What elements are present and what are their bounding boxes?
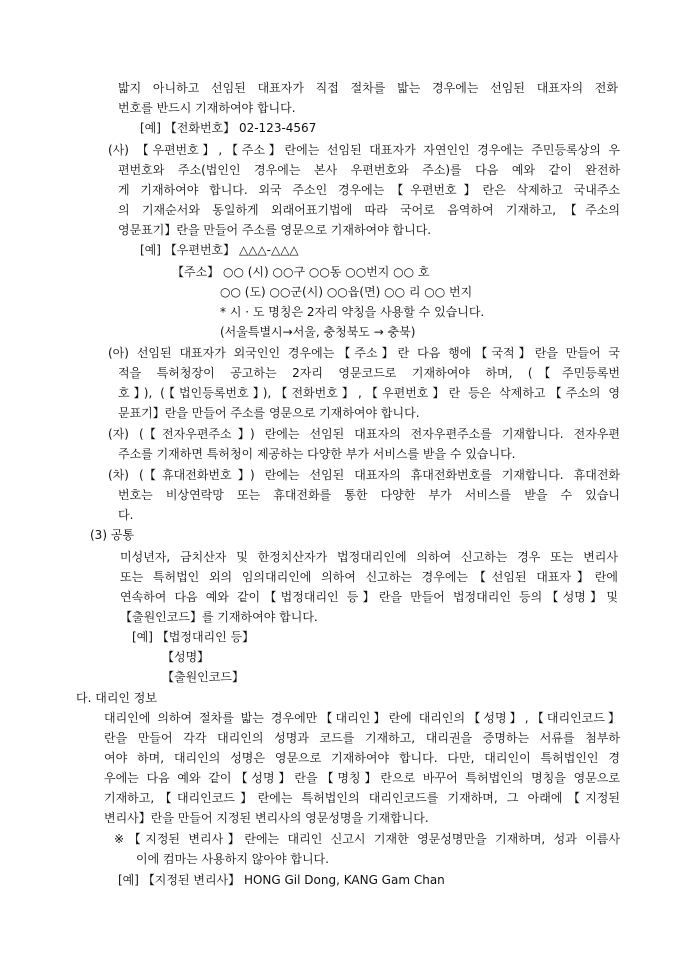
text-line: 게 기재하여야 합니다. 외국 주소인 경우에는【우편번호】란은 삭제하고 국내주소	[118, 183, 620, 197]
text-line: 여야 하며, 대리인의 성명은 영문으로 기재하여야 합니다. 다만, 대리인이 특허법인인 경	[104, 751, 620, 765]
text-line: 번호를 반드시 기재하여야 합니다.	[118, 101, 296, 115]
example-line: [예] 【지정된 변리사】 HONG Gil Dong, KANG Gam Chan	[118, 873, 445, 887]
text-line: 란을 만들어 각각 대리인의 성명과 코드를 기재하고, 대리권을 증명하는 서류를 첨부하	[104, 731, 620, 745]
example-line: 【주소】 ○○ (시) ○○구 ○○동 ○○번지 ○○ 호	[172, 265, 430, 279]
text-line: 적을 특허청장이 공고하는 2자리 영문코드로 기재하여야 하며, (【주민등록번	[118, 366, 620, 380]
text-line: 연속하여 다음 예와 같이【법정대리인 등】란을 만들어 법정대리인 등의【성명】및	[120, 590, 618, 604]
section-heading: (3) 공통	[90, 528, 134, 542]
text-line: 기재하고,【대리인코드】란에는 특허법인의 대리인코드를 기재하며, 그 아래에【지정된	[104, 791, 620, 805]
text-line: 밟지 아니하고 선임된 대표자가 직접 절차를 밟는 경우에는 선임된 대표자의 전화	[118, 81, 618, 95]
text-line: 우에는 다음 예와 같이【성명】란을【명칭】란으로 바꾸어 특허법인의 명칭을 영문으로	[104, 771, 620, 785]
text-line: 번호는 비상연락망 또는 휴대전화를 통한 다양한 부가 서비스를 받을 수 있습니	[118, 488, 620, 502]
example-line: [예] 【전화번호】 02-123-4567	[140, 121, 317, 135]
example-line: [예] 【우편번호】 △△△-△△△	[140, 243, 299, 257]
note-line: 이에 컴마는 사용하지 않아야 합니다.	[136, 852, 329, 866]
text-line: 영문표기】란을 만들어 주소를 영문으로 기재하여야 합니다.	[118, 223, 432, 237]
text-line: 호】), (【법인등록번호】),【전화번호】,【우편번호】란 등은 삭제하고【주소의 영	[118, 386, 620, 400]
text-line: 의 기재순서와 동일하게 외래어표기법에 따라 국어로 음역하여 기재하고,【주소의	[118, 203, 620, 217]
text-line: 미성년자, 금치산자 및 한정치산자가 법정대리인에 의하여 신고하는 경우 또는 변리사	[120, 550, 618, 564]
text-line: 주소를 기재하면 특허청이 제공하는 다양한 부가 서비스를 받을 수 있습니다.	[118, 447, 516, 461]
note-line: * 시 · 도 명칭은 2자리 약칭을 사용할 수 있습니다.	[220, 305, 485, 319]
text-line: 또는 특허법인 외의 임의대리인에 의하여 신고하는 경우에는【선임된 대표자】란에	[120, 570, 618, 584]
text-line: 변리사】란을 만들어 지정된 변리사의 영문성명을 기재합니다.	[104, 811, 429, 825]
text-line: 문표기】란을 만들어 주소를 영문으로 기재하여야 합니다.	[118, 406, 420, 420]
text-line: (자) (【전자우편주소】) 란에는 선임된 대표자의 전자우편주소를 기재합니다. 전자우편	[108, 427, 620, 441]
text-line: (아) 선임된 대표자가 외국인인 경우에는【주소】란 다음 행에【국적】란을 만들어 국	[108, 346, 620, 360]
example-line: 【성명】	[162, 650, 210, 664]
text-line: 【출원인코드】를 기재하여야 합니다.	[120, 610, 318, 624]
text-line: (차) (【휴대전화번호】) 란에는 선임된 대표자의 휴대전화번호를 기재합니다. 휴대전화	[108, 468, 620, 482]
example-line: [예] 【법정대리인 등】	[132, 630, 255, 644]
note-line: (서울특별시→서울, 충청북도 → 충북)	[220, 325, 416, 339]
text-line: (사) 【우편번호】,【주소】란에는 선임된 대표자가 자연인인 경우에는 주민등록상의 우	[108, 143, 620, 157]
text-line: 다.	[118, 508, 134, 522]
text-line: 편번호와 주소(법인인 경우에는 본사 우편번호와 주소)를 다음 예와 같이 완전하	[118, 163, 620, 177]
section-heading: 다. 대리인 정보	[76, 691, 157, 705]
example-line: 【출원인코드】	[162, 670, 244, 684]
example-line: ○○ (도) ○○군(시) ○○읍(면) ○○ 리 ○○ 번지	[220, 285, 473, 299]
text-line: 대리인에 의하여 절차를 밟는 경우에만【대리인】란에 대리인의【성명】,【대리인코드】	[104, 711, 620, 725]
note-line: ※【지정된 변리사】란에는 대리인 신고시 기재한 영문성명만을 기재하며, 성과 이름사	[114, 832, 620, 846]
